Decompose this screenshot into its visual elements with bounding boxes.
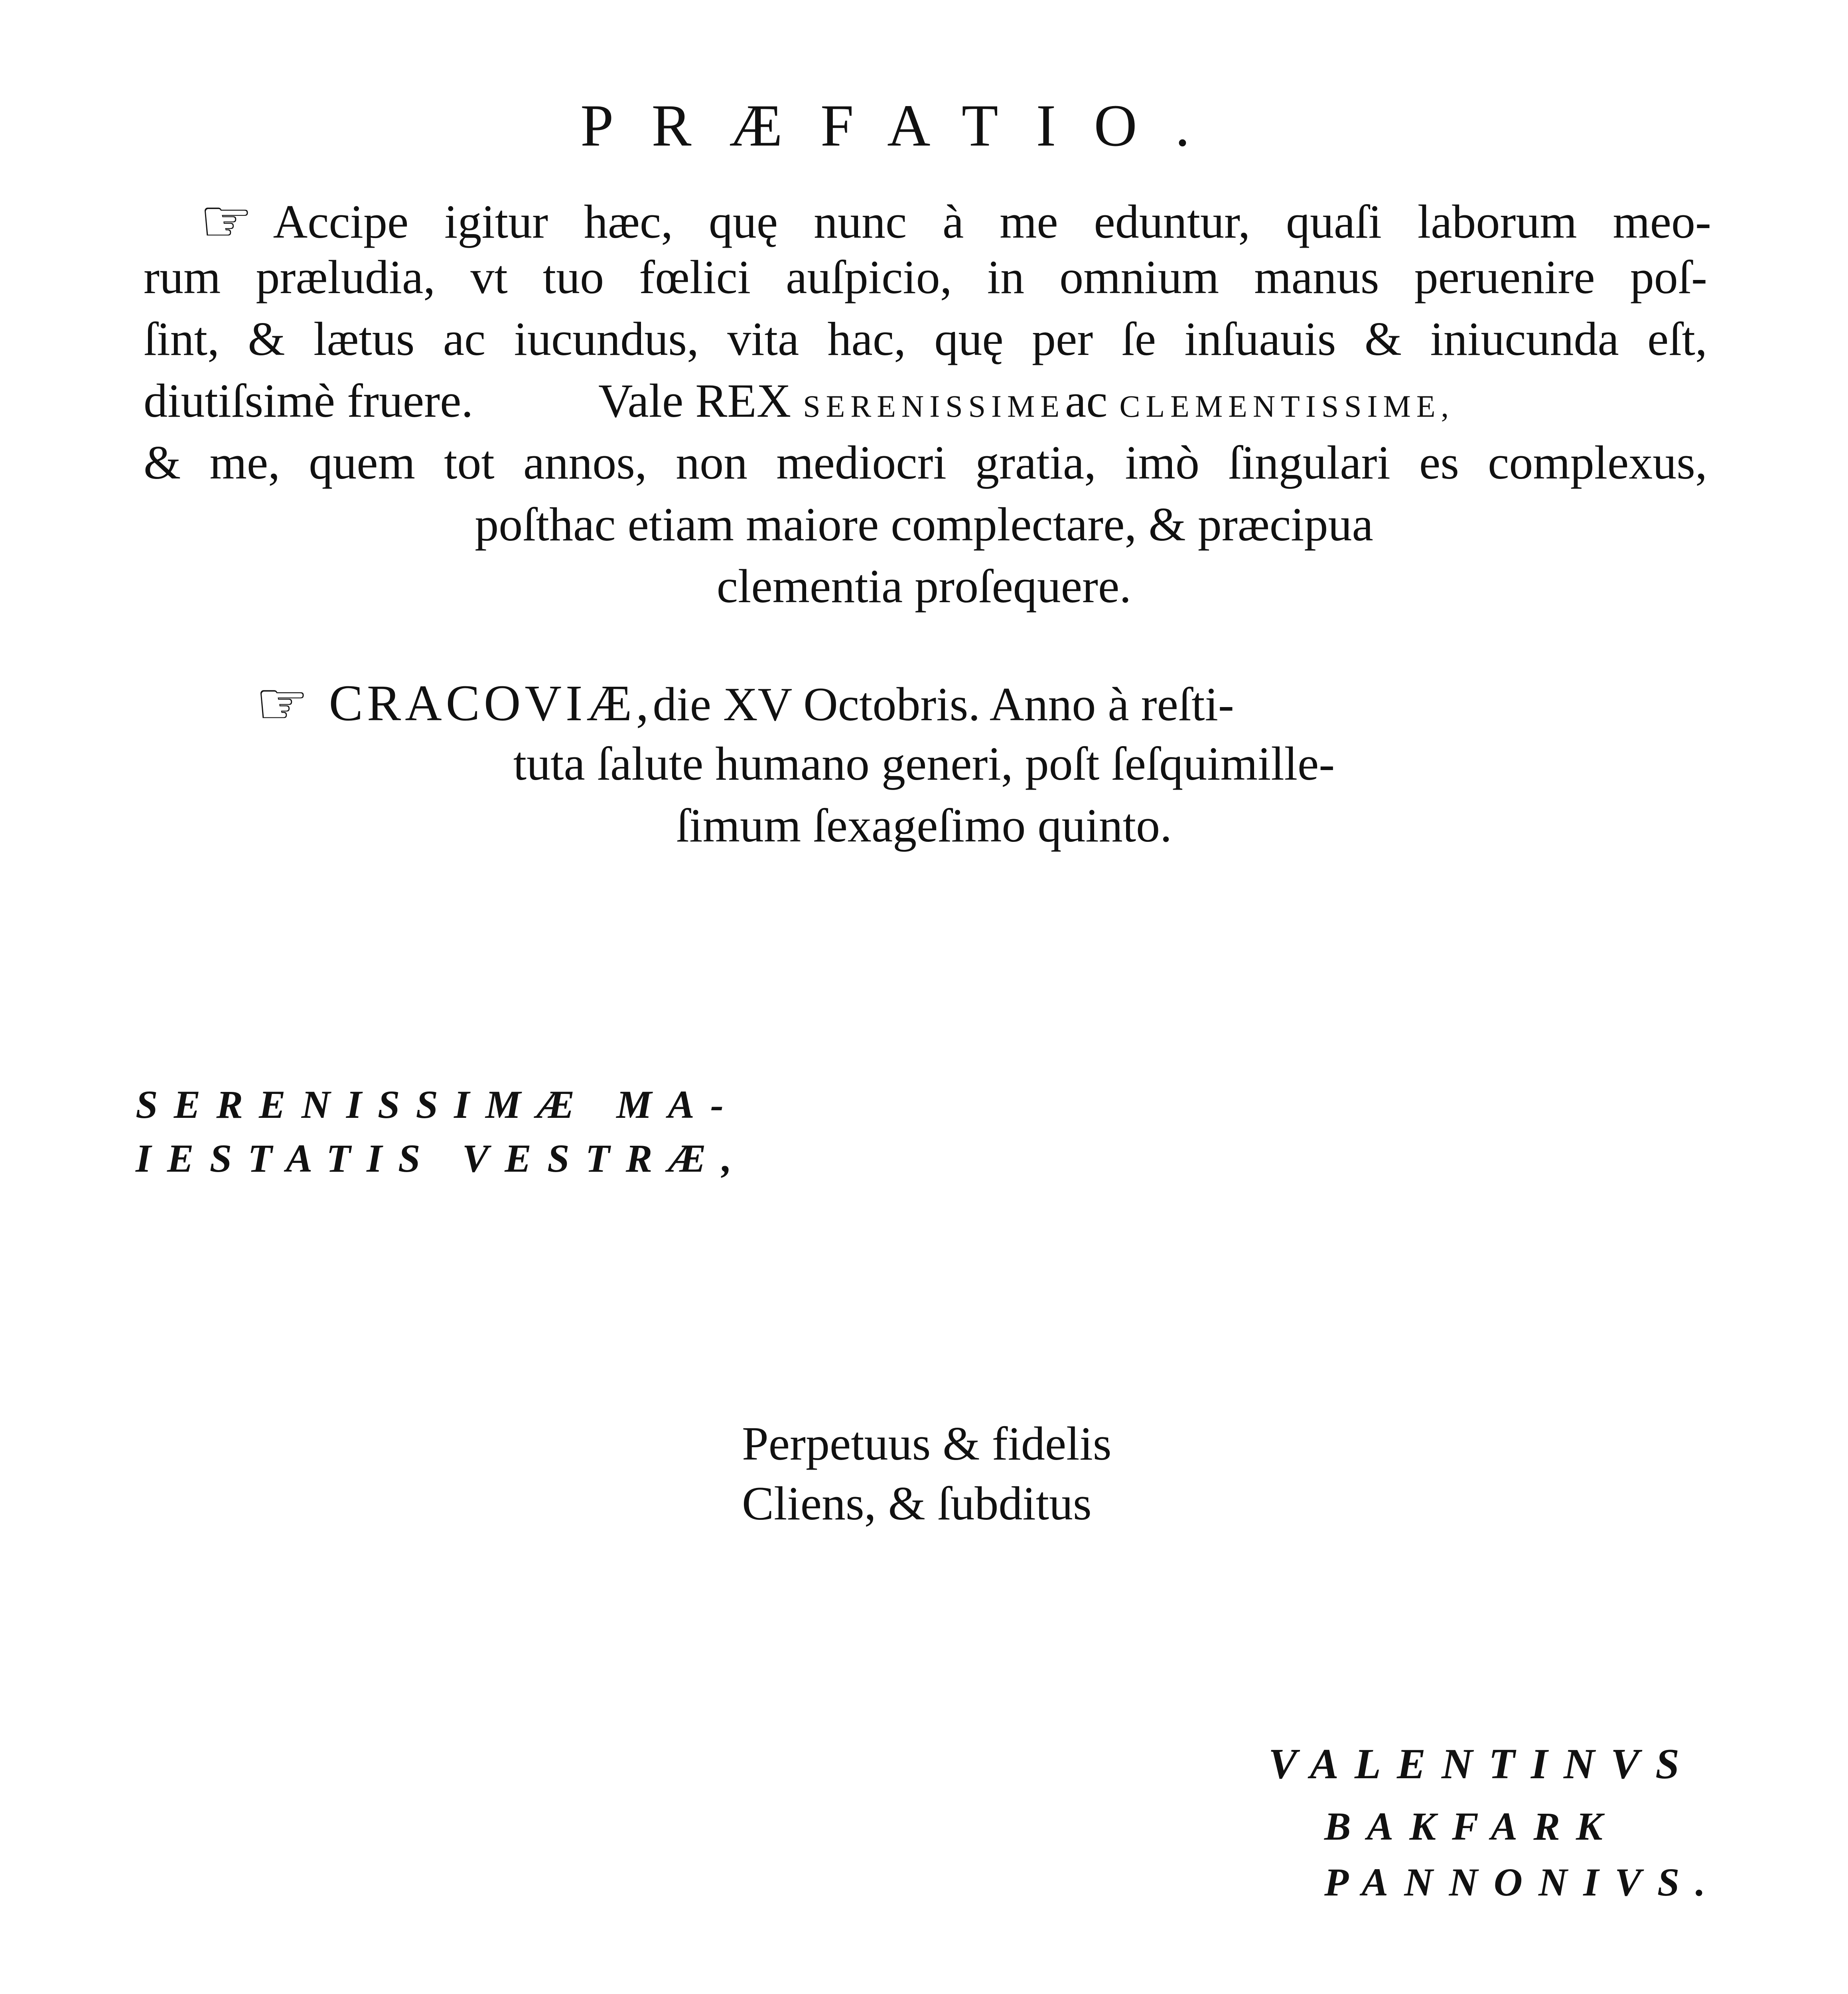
- pointing-hand-icon: ☞: [255, 669, 309, 739]
- signature-line-1: VALENTINVS: [1268, 1740, 1696, 1788]
- closing-line-1: Perpetuus & fidelis: [742, 1417, 1112, 1470]
- signature-line-2: BAKFARK: [1324, 1804, 1619, 1848]
- paragraph2-text-1: die XV Octobris. Anno à reſti-: [653, 678, 1234, 731]
- rex-word: [695, 374, 791, 427]
- serenissime-word: SERENISSIME: [803, 389, 1065, 424]
- paragraph1-line-4: [144, 374, 473, 427]
- pointing-hand-icon: ☞: [199, 187, 253, 256]
- vale-word: Vale: [598, 374, 684, 427]
- rex-text: REX: [695, 374, 791, 427]
- signature-line-3: PANNONIVS.: [1324, 1860, 1722, 1904]
- paragraph1-text-1: Accipe igitur hæc, quę nunc à me eduntur, quaſi laborum meo-: [273, 195, 1711, 248]
- paragraph1-line-3: ſint, & lætus ac iucundus, vita hac, quę per ſe inſuauis & iniucunda eſt,: [144, 312, 1707, 365]
- paragraph2-line-3: ſimum ſexageſimo quinto.: [676, 799, 1172, 852]
- addressee-line-2: IESTATIS VESTRÆ,: [136, 1136, 748, 1180]
- clementissime-word: CLEMENTISSIME,: [1119, 389, 1454, 424]
- paragraph1-line-6: poſthac etiam maiore complectare, & præcipua: [475, 498, 1373, 551]
- paragraph1-line-2: rum præludia, vt tuo fœlici auſpicio, in omnium manus peruenire poſ-: [144, 250, 1707, 303]
- closing-line-2: Cliens, & ſubditus: [742, 1477, 1092, 1530]
- paragraph2-line-2: tuta ſalute humano generi, poſt ſeſquimille-: [513, 737, 1335, 790]
- city-name: CRACOVIÆ,: [329, 675, 653, 731]
- paragraph1-line-5: & me, quem tot annos, non mediocri gratia, imò ſingulari es complexus,: [144, 436, 1707, 489]
- addressee-line-1: SERENISSIMÆ MA-: [136, 1082, 740, 1127]
- paragraph1-text-4: diutiſsimè fruere.: [144, 374, 473, 427]
- paragraph1-line-7: clementia proſequere.: [716, 560, 1132, 613]
- ac-word: ac: [1065, 374, 1108, 427]
- vale-line: [598, 374, 1454, 427]
- page-title: PRÆFATIO.: [580, 93, 1228, 159]
- paragraph1-line-1: [199, 187, 1711, 256]
- paragraph2-line-1: [255, 669, 1234, 739]
